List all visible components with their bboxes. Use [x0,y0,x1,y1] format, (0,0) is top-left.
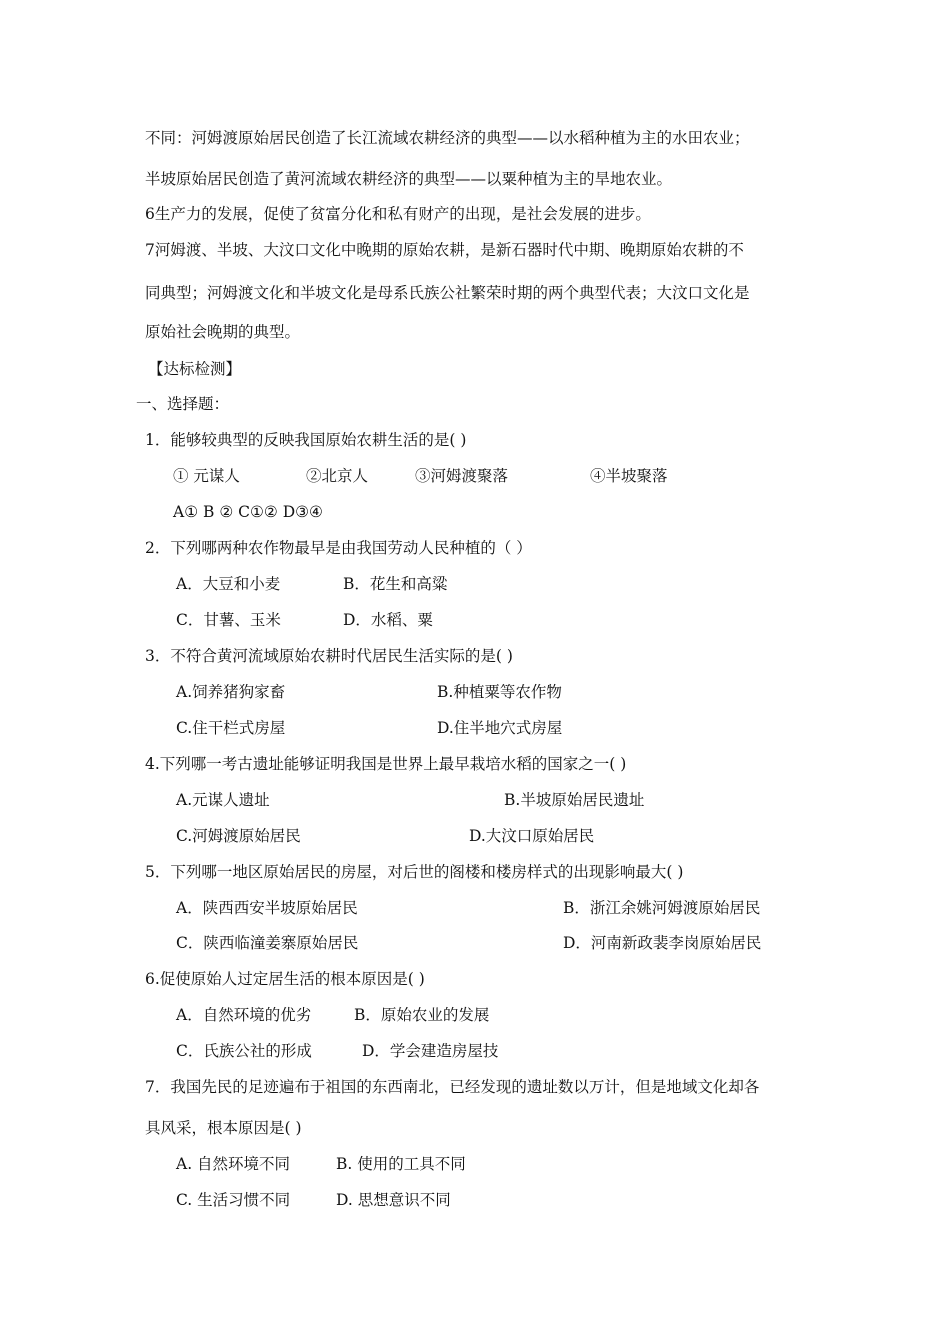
subsection-title: 一、选择题： [136,395,230,413]
q2-option-c: C．甘薯、玉米 [176,611,281,629]
point-6: 6生产力的发展，促使了贫富分化和私有财产的出现，是社会发展的进步。 [145,205,651,223]
q4-option-a: A.元谋人遗址 [176,791,270,809]
q2-stem: 2．下列哪两种农作物最早是由我国劳动人民种植的（ ） [145,539,532,557]
q3-option-b: B.种植粟等农作物 [437,683,562,701]
q1-item-4: ④半坡聚落 [590,467,668,485]
q6-option-b: B．原始农业的发展 [354,1006,490,1024]
intro-line-2: 半坡原始居民创造了黄河流域农耕经济的典型——以粟种植为主的旱地农业。 [145,170,673,188]
q4-option-d: D.大汶口原始居民 [469,827,595,845]
q5-option-c: C．陕西临潼姜寨原始居民 [176,934,359,952]
q3-option-d: D.住半地穴式房屋 [437,719,563,737]
q4-option-b: B.半坡原始居民遗址 [504,791,645,809]
q3-stem: 3．不符合黄河流域原始农耕时代居民生活实际的是( ) [145,647,513,665]
q1-stem: 1．能够较典型的反映我国原始农耕生活的是( ) [145,431,467,449]
q7-stem-line-2: 具风采，根本原因是( ) [145,1119,302,1137]
q5-option-b: B．浙江余姚河姆渡原始居民 [563,899,761,917]
q2-option-b: B．花生和高粱 [343,575,448,593]
section-title: 【达标检测】 [148,360,242,378]
q7-option-b: B. 使用的工具不同 [336,1155,466,1173]
q6-stem: 6.促使原始人过定居生活的根本原因是( ) [145,970,425,988]
q1-choices: A① B ② C①② D③④ [173,503,323,521]
q1-item-2: ②北京人 [306,467,369,485]
point-7-line-3: 原始社会晚期的典型。 [145,323,301,341]
q7-option-a: A. 自然环境不同 [176,1155,291,1173]
q7-stem-line-1: 7．我国先民的足迹遍布于祖国的东西南北，已经发现的遗址数以万计，但是地域文化却各 [145,1078,760,1096]
q2-option-d: D．水稻、粟 [343,611,433,629]
q6-option-a: A．自然环境的优劣 [176,1006,312,1024]
q3-option-a: A.饲养猪狗家畜 [176,683,286,701]
q1-item-3: ③河姆渡聚落 [415,467,509,485]
q6-option-c: C．氏族公社的形成 [176,1042,312,1060]
point-7-line-2: 同典型；河姆渡文化和半坡文化是母系氏族公社繁荣时期的两个典型代表；大汶口文化是 [145,284,750,302]
q4-option-c: C.河姆渡原始居民 [176,827,301,845]
q2-option-a: A．大豆和小麦 [176,575,281,593]
q3-option-c: C.住干栏式房屋 [176,719,286,737]
q7-option-d: D. 思想意识不同 [336,1191,451,1209]
intro-line-1: 不同：河姆渡原始居民创造了长江流域农耕经济的典型——以水稻种植为主的水田农业； [145,129,750,147]
q4-stem: 4.下列哪一考古遗址能够证明我国是世界上最早栽培水稻的国家之一( ) [145,755,627,773]
q7-option-c: C. 生活习惯不同 [176,1191,291,1209]
q5-option-a: A．陕西西安半坡原始居民 [176,899,358,917]
q6-option-d: D．学会建造房屋技 [362,1042,499,1060]
point-7-line-1: 7河姆渡、半坡、大汶口文化中晚期的原始农耕，是新石器时代中期、晚期原始农耕的不 [145,241,744,259]
q1-item-1: ① 元谋人 [173,467,240,485]
q5-stem: 5．下列哪一地区原始居民的房屋，对后世的阁楼和楼房样式的出现影响最大( ) [145,863,684,881]
q5-option-d: D．河南新政裴李岗原始居民 [563,934,762,952]
